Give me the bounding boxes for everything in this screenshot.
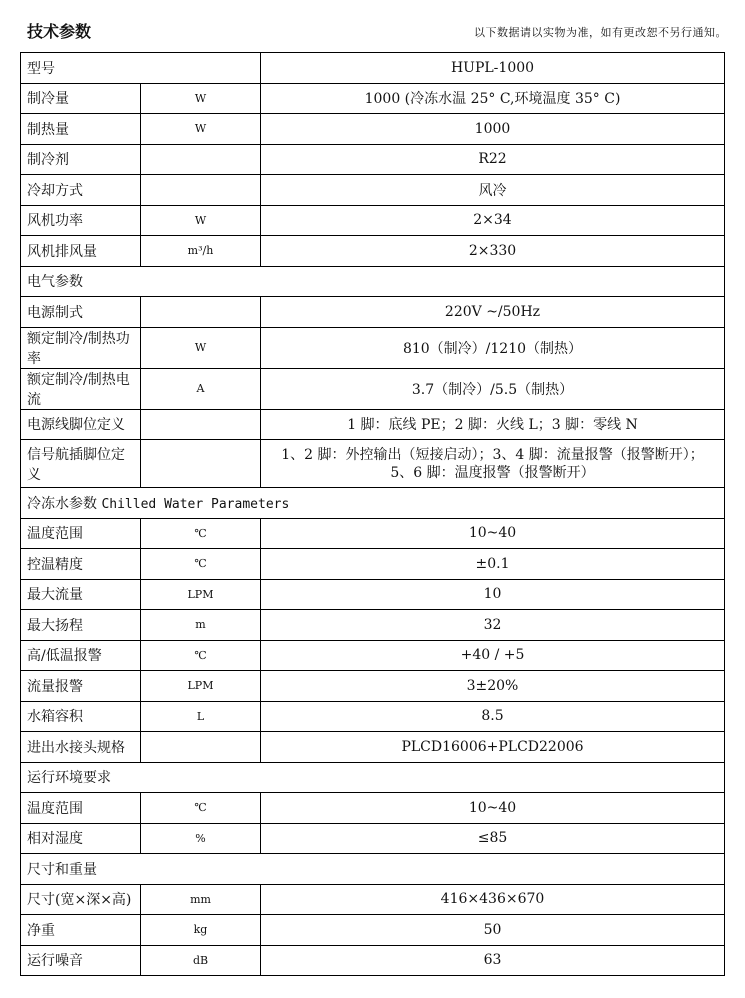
param-value: 32 (261, 610, 725, 641)
param-value: 220V ~/50Hz (261, 297, 725, 328)
table-row (21, 945, 725, 976)
table-row (21, 297, 725, 328)
param-name: 进出水接头规格 (21, 732, 141, 763)
param-value: 8.5 (261, 701, 725, 732)
section-water (21, 488, 725, 519)
section-title (21, 762, 725, 793)
param-value: 风冷 (261, 175, 725, 206)
section-electrical (21, 266, 725, 297)
table-row (21, 440, 725, 488)
param-value (261, 440, 725, 488)
param-name: 风机排风量 (21, 236, 141, 267)
param-value: 1 脚：底线 PE；2 脚：火线 L；3 脚：零线 N (261, 409, 725, 440)
model-label: 型号 (21, 53, 261, 84)
param-value: 10 (261, 579, 725, 610)
param-name: 额定制冷/制热功率 (21, 327, 141, 368)
table-row (21, 518, 725, 549)
table-row (21, 640, 725, 671)
param-value: ≤85 (261, 823, 725, 854)
section-title (21, 266, 725, 297)
table-row (21, 83, 725, 114)
param-value: 1000 (冷冻水温 25° C,环境温度 35° C) (261, 83, 725, 114)
section-title (21, 854, 725, 885)
param-unit: ℃ (141, 640, 261, 671)
param-unit: ℃ (141, 518, 261, 549)
table-row (21, 701, 725, 732)
param-unit (141, 297, 261, 328)
section-title-text: 运行环境要求 (27, 770, 111, 787)
section-title-text: 尺寸和重量 (27, 861, 97, 878)
param-name: 水箱容积 (21, 701, 141, 732)
param-unit: W (141, 83, 261, 114)
param-value: 3.7（制冷）/5.5（制热） (261, 368, 725, 409)
param-name: 控温精度 (21, 549, 141, 580)
table-row (21, 915, 725, 946)
table-row (21, 175, 725, 206)
param-name: 温度范围 (21, 793, 141, 824)
param-value: 2×330 (261, 236, 725, 267)
param-name: 电源线脚位定义 (21, 409, 141, 440)
param-unit: W (141, 327, 261, 368)
param-unit: LPM (141, 579, 261, 610)
param-value: 416×436×670 (261, 884, 725, 915)
param-unit (141, 409, 261, 440)
param-name: 运行噪音 (21, 945, 141, 976)
disclaimer-note: 以下数据请以实物为准，如有更改恕不另行通知。 (474, 26, 727, 39)
param-unit (141, 440, 261, 488)
param-name: 风机功率 (21, 205, 141, 236)
param-name: 信号航插脚位定义 (21, 440, 141, 488)
section-title-en: Chilled Water Parameters (101, 496, 290, 512)
param-unit: W (141, 205, 261, 236)
table-row (21, 671, 725, 702)
signal-line-1: 1、2 脚：外控输出（短接启动）；3、4 脚：流量报警（报警断开）； (281, 446, 704, 463)
param-unit: LPM (141, 671, 261, 702)
param-unit (141, 175, 261, 206)
param-unit: m (141, 610, 261, 641)
param-unit: L (141, 701, 261, 732)
param-name: 最大扬程 (21, 610, 141, 641)
param-unit: dB (141, 945, 261, 976)
model-row (21, 53, 725, 84)
param-name: 冷却方式 (21, 175, 141, 206)
param-name: 相对湿度 (21, 823, 141, 854)
table-row (21, 368, 725, 409)
param-name: 净重 (21, 915, 141, 946)
section-environment (21, 762, 725, 793)
param-unit (141, 144, 261, 175)
param-name: 高/低温报警 (21, 640, 141, 671)
param-value: 10~40 (261, 518, 725, 549)
section-title (21, 488, 725, 519)
param-name: 温度范围 (21, 518, 141, 549)
param-name: 最大流量 (21, 579, 141, 610)
param-unit: ℃ (141, 793, 261, 824)
table-row (21, 409, 725, 440)
table-row (21, 114, 725, 145)
param-name: 额定制冷/制热电流 (21, 368, 141, 409)
table-row (21, 732, 725, 763)
param-value: 3±20% (261, 671, 725, 702)
param-value: 10~40 (261, 793, 725, 824)
table-row (21, 205, 725, 236)
table-row (21, 327, 725, 368)
model-value: HUPL-1000 (261, 53, 725, 84)
param-unit: kg (141, 915, 261, 946)
param-value: +40 / +5 (261, 640, 725, 671)
param-unit: ℃ (141, 549, 261, 580)
table-row (21, 549, 725, 580)
page-title: 技术参数 (27, 22, 92, 41)
param-unit: % (141, 823, 261, 854)
spec-table (20, 52, 725, 976)
param-value: ±0.1 (261, 549, 725, 580)
param-name: 流量报警 (21, 671, 141, 702)
param-unit: mm (141, 884, 261, 915)
section-title-text: 冷冻水参数 (27, 495, 97, 512)
param-name: 制热量 (21, 114, 141, 145)
param-unit: m³/h (141, 236, 261, 267)
param-unit: A (141, 368, 261, 409)
param-name: 电源制式 (21, 297, 141, 328)
table-row (21, 236, 725, 267)
param-value: R22 (261, 144, 725, 175)
table-row (21, 884, 725, 915)
param-value: 63 (261, 945, 725, 976)
table-row (21, 144, 725, 175)
param-value: 2×34 (261, 205, 725, 236)
param-value: 50 (261, 915, 725, 946)
param-value: 810（制冷）/1210（制热） (261, 327, 725, 368)
param-name: 制冷剂 (21, 144, 141, 175)
section-title-text: 电气参数 (27, 274, 83, 291)
param-value: PLCD16006+PLCD22006 (261, 732, 725, 763)
table-row (21, 793, 725, 824)
signal-line-2: 5、6 脚：温度报警（报警断开） (390, 464, 595, 481)
param-unit (141, 732, 261, 763)
param-name: 尺寸(宽×深×高) (21, 884, 141, 915)
table-row (21, 579, 725, 610)
param-value: 1000 (261, 114, 725, 145)
param-name: 制冷量 (21, 83, 141, 114)
table-row (21, 610, 725, 641)
section-size-weight (21, 854, 725, 885)
param-unit: W (141, 114, 261, 145)
table-row (21, 823, 725, 854)
